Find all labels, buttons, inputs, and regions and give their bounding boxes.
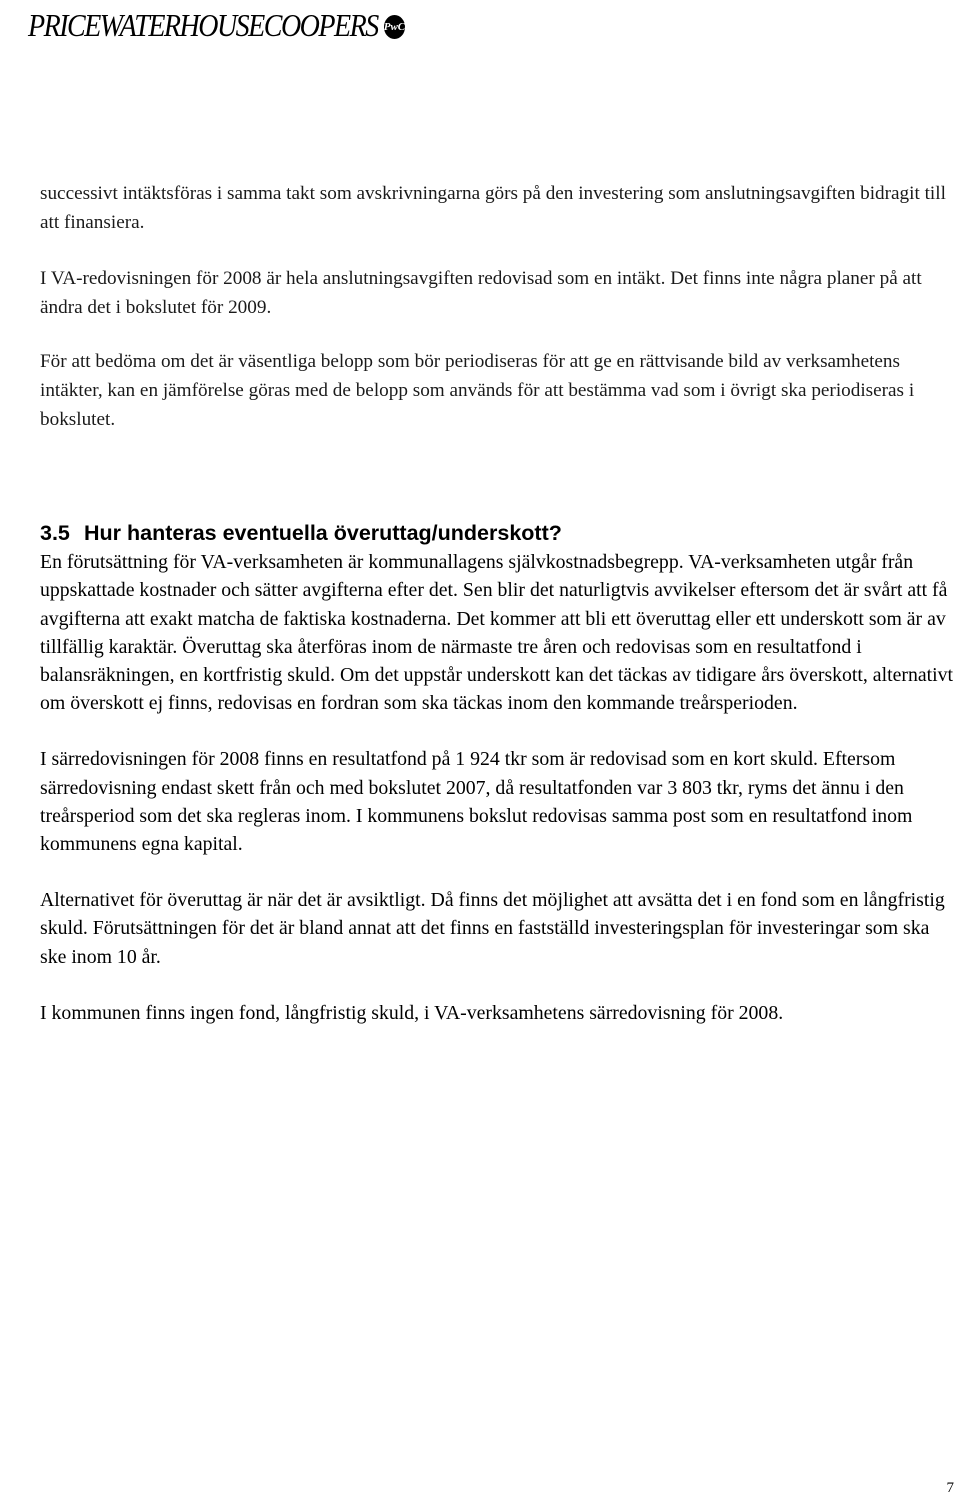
pwc-logo — [28, 0, 406, 54]
section-number: 3.5 — [40, 521, 70, 546]
paragraph-sjalvkostnad: En förutsättning för VA-verksamheten är kommunallagens självkostnadsbegrepp. VA-verksamheten utgår från uppskattade kostnader och sätter avgifterna efter det. Sen blir det naturligtvis avvikelser eftersom det är svårt att få avgifterna att exakt matcha de faktiska kostnaderna. Det kommer att bli ett överuttag eller ett underskott som är av tillfällig karaktär. Överuttag ska återföras inom de närmaste tre åren och redovisas som en resultatfond i balansräkningen, en kortfristig skuld. Om det uppstår underskott kan det täckas av tidigare års överskott, alternativt om överskott ej finns, redovisas en fordran som ska täckas inom den kommande treårsperioden. — [40, 551, 953, 715]
paragraph-va-redovisning: I VA-redovisningen för 2008 är hela anslutningsavgiften redovisad som en intäkt. Det finns inte några planer på att ändra det i bokslutet för 2009. — [40, 268, 922, 318]
logo-wordmark: PRICEWATERHOUSECOOPERS — [28, 8, 378, 45]
paragraph-continuation: successivt intäktsföras i samma takt som avskrivningarna görs på den investering som anslutningsavgiften bidragit till att finansiera. — [40, 183, 946, 233]
section-heading — [40, 518, 958, 548]
section-title: Hur hanteras eventuella överuttag/underskott? — [84, 521, 562, 546]
paragraph-vasentliga-belopp: För att bedöma om det är väsentliga belopp som bör periodiseras för att ge en rättvisande bild av verksamhetens intäkter, kan en jämförelse göras med de belopp som används för att bestämma vad som i övrigt ska periodiseras i bokslutet. — [40, 351, 915, 430]
page-number: 7 — [946, 1480, 954, 1496]
paragraph-ingen-fond: I kommunen finns ingen fond, långfristig skuld, i VA-verksamhetens särredovisning för 2008. — [40, 1001, 784, 1024]
paragraph-resultatfond: I särredovisningen för 2008 finns en resultatfond på 1 924 tkr som är redovisad som en kort skuld. Eftersom särredovisning endast skett från och med bokslutet 2007, då resultatfonden var 3 803 tkr, ryms det ännu i den treårsperiod som det ska regleras inom. I kommunens bokslut redovisas samma post som en resultatfond inom kommunens egna kapital. — [40, 748, 913, 855]
paragraph-alternativet: Alternativet för överuttag är när det är avsiktligt. Då finns det möjlighet att avsätta det i en fond som en långfristig skuld. Förutsättningen för det är bland annat att det finns en fastställd investeringsplan för investeringar som ska ske inom 10 år. — [40, 889, 945, 968]
logo-seal-icon: PwC — [384, 15, 405, 39]
document-body — [40, 180, 958, 1027]
